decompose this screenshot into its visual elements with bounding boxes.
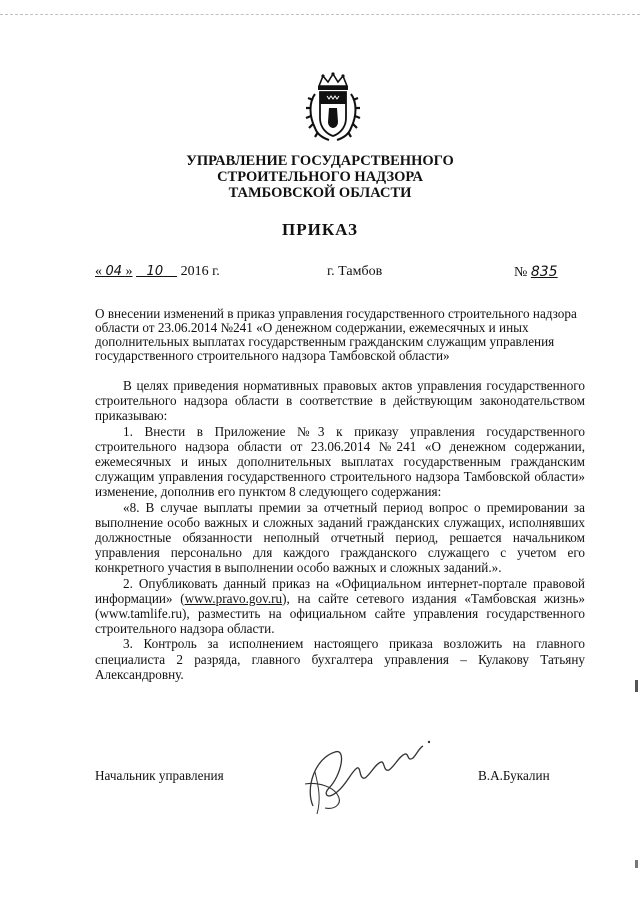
document-city: г. Тамбов (327, 264, 383, 279)
scan-artifact-top (0, 14, 640, 17)
coat-of-arms-icon (305, 72, 361, 142)
body-item-1: 1. Внести в Приложение №3 к приказу управления государственного строительного надзора области от 23.06.2014 №241 «О денежном содержании, ежемесячных и иных дополнительных выплатах государственным гражданским служащим управления государственного строительного надзора Тамбовской области» изменение, дополнив его пунктом 8 следующего содержания: (95, 423, 585, 500)
document-body (95, 378, 585, 682)
signatory-name: В.А.Букалин (478, 768, 550, 783)
document-date (95, 264, 220, 280)
organization-line-1: УПРАВЛЕНИЕ ГОСУДАРСТВЕННОГО (186, 153, 454, 169)
body-item-3: 3. Контроль за исполнением настоящего приказа возложить на главного специалиста 2 разряда, главного бухгалтера управления – Кулакову Татьяну Александровну. (95, 636, 585, 682)
date-open-quote: « (95, 264, 102, 279)
document-title: ПРИКАЗ (282, 220, 358, 239)
body-item-8: «8. В случае выплаты премии за отчетный период вопрос о премировании за выполнение особо важных и сложных заданий гражданских служащих, исполнявших должностные обязанности неполный отчетный период, решается начальником управления персонально для каждого гражданского служащего с учетом его конкретного участия в выполнении особо важных и сложных заданий.». (95, 499, 585, 576)
scan-artifact-mark (635, 680, 638, 692)
pravo-link[interactable]: www.pravo.gov.ru (184, 590, 283, 606)
signatory-position: Начальник управления (95, 768, 224, 783)
organization-line-3: ТАМБОВСКОЙ ОБЛАСТИ (228, 185, 412, 201)
number-value: 835 (530, 264, 558, 280)
date-year: 2016 г. (180, 264, 220, 279)
document-number (514, 264, 558, 281)
signature-icon (295, 728, 435, 818)
item2-text-1: 2. Опубликовать данный приказ на «Официальном интернет-портале правовой информации» ( (95, 575, 585, 606)
date-close-quote: » (125, 264, 133, 279)
number-prefix: № (514, 265, 528, 280)
body-intro: В целях приведения нормативных правовых актов управления государственного строительного надзора области в соответствие в действующим законодательством приказываю: (95, 378, 585, 424)
document-subject: О внесении изменений в приказ управления государственного строительного надзора области от 23.06.2014 №241 «О денежном содержании, ежемесячных и иных дополнительных выплатах государственным гражданским служащим управления государственного строительного надзора Тамбовской области» (95, 306, 577, 363)
organization-line-2: СТРОИТЕЛЬНОГО НАДЗОРА (217, 169, 423, 185)
scan-artifact-mark (635, 860, 638, 868)
item2-text-2: ), на сайте сетевого издания «Тамбовская жизнь» (www.tamlife.ru), разместить на официальном сайте управления государственного строительного надзора области. (95, 590, 585, 637)
date-month: 10 (146, 264, 164, 279)
body-item-2 (95, 576, 585, 637)
date-day: 04 (105, 264, 123, 279)
